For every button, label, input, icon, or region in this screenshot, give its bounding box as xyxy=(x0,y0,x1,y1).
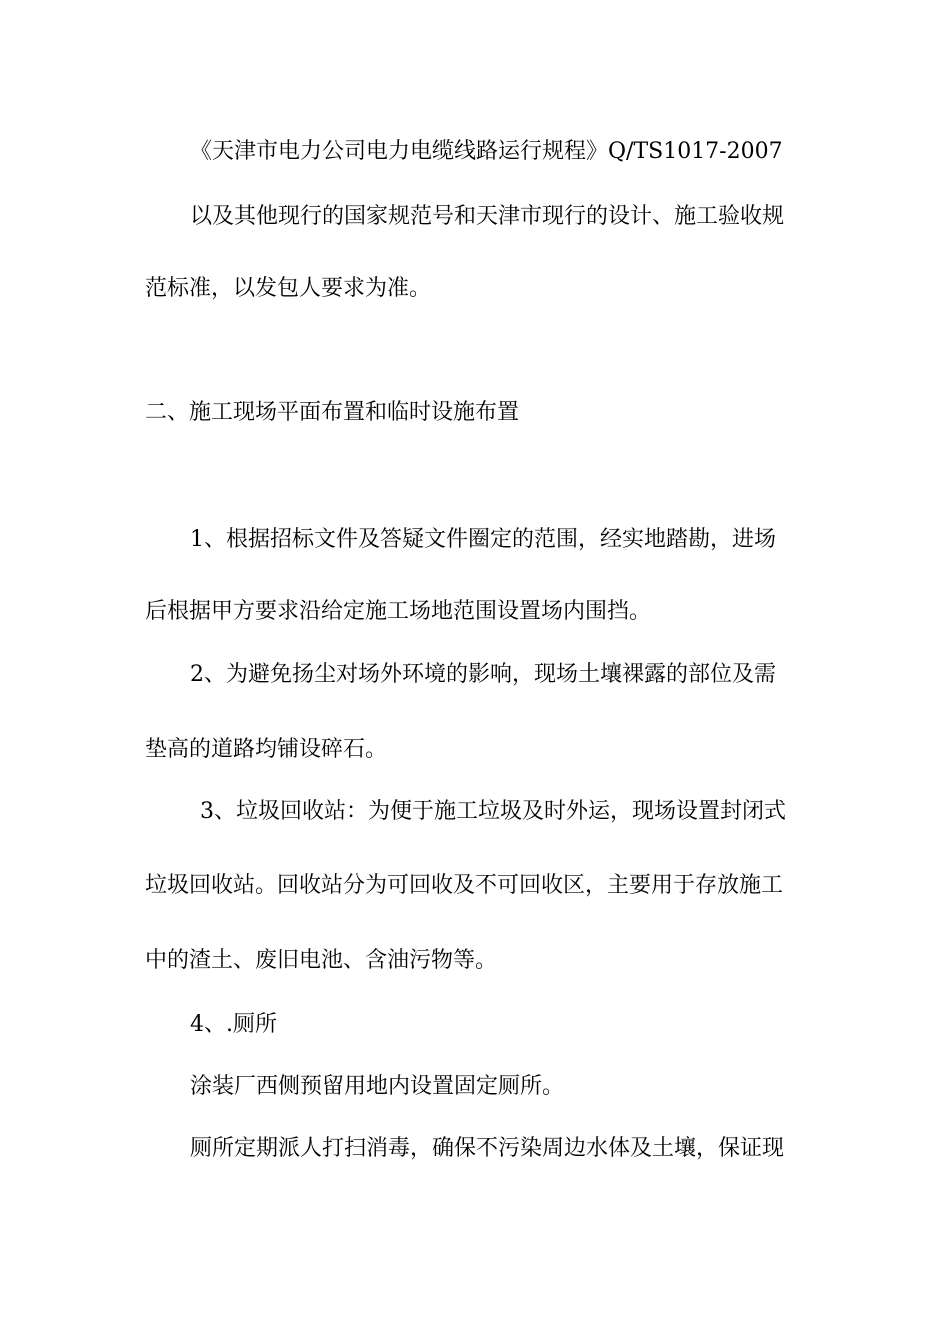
item-2-line: 2、为避免扬尘对场外环境的影响，现场土壤裸露的部位及需 xyxy=(190,662,776,687)
item-4-heading: 4、.厕所 xyxy=(190,1012,277,1037)
item-3-line: 中的渣土、废旧电池、含油污物等。 xyxy=(145,948,498,973)
item-4-line: 厕所定期派人打扫消毒，确保不污染周边水体及土壤，保证现 xyxy=(190,1136,785,1161)
paragraph-line: 范标准，以发包人要求为准。 xyxy=(145,276,432,301)
item-4-line: 涂装厂西侧预留用地内设置固定厕所。 xyxy=(190,1074,565,1099)
item-3-line: 垃圾回收站。回收站分为可回收及不可回收区，主要用于存放施工 xyxy=(145,873,784,898)
item-1-line: 后根据甲方要求沿给定施工场地范围设置场内围挡。 xyxy=(145,599,652,624)
paragraph-line: 以及其他现行的国家规范号和天津市现行的设计、施工验收规 xyxy=(190,204,785,229)
section-heading: 二、施工现场平面布置和临时设施布置 xyxy=(145,400,520,425)
regulation-reference-line: 《天津市电力公司电力电缆线路运行规程》Q/TS1017-2007 xyxy=(190,139,783,164)
item-3-line: 3、垃圾回收站：为便于施工垃圾及时外运，现场设置封闭式 xyxy=(200,799,786,824)
item-1-line: 1、根据招标文件及答疑文件圈定的范围，经实地踏勘，进场 xyxy=(190,527,776,552)
item-2-line: 垫高的道路均铺设碎石。 xyxy=(145,737,388,762)
